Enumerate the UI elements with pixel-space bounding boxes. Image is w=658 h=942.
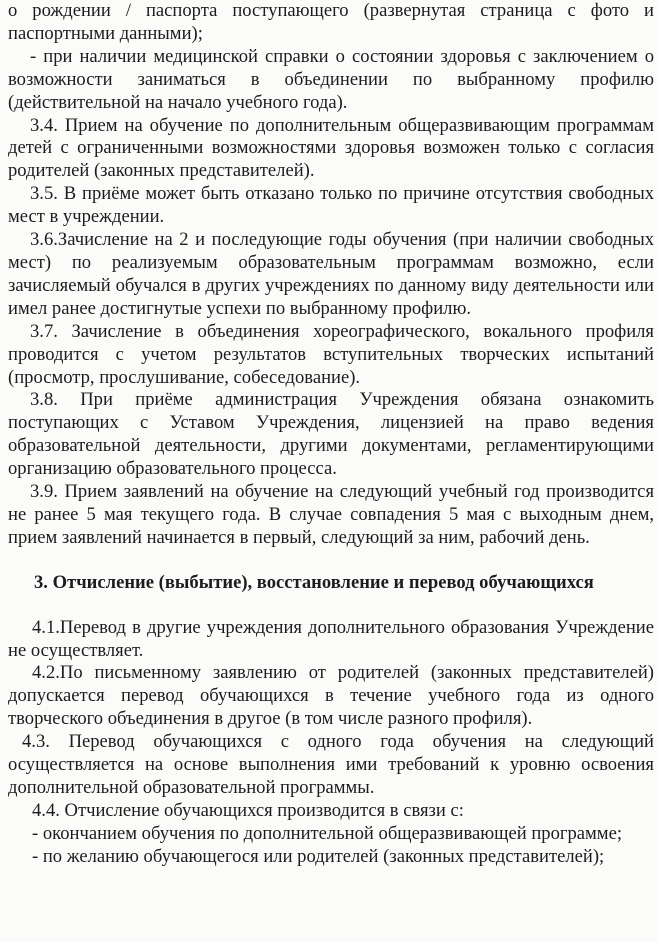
paragraph-3-6: 3.6.Зачисление на 2 и последующие годы обучения (при наличии свободных мест) по реализуемым образовательным программам возможно, если зачисляемый обучался в других учреждениях по данному виду деятельности или имел ранее достигнутые успехи по выбранному профилю. [8, 229, 654, 319]
paragraph-4-4: 4.4. Отчисление обучающихся производится в связи с: [32, 799, 464, 821]
paragraph-4-1: 4.1.Перевод в другие учреждения дополнительного образования Учреждение не осуществляет. [8, 616, 654, 661]
paragraph-3-8: 3.8. При приёме администрация Учреждения обязана ознакомить поступающих с Уставом Учреждения, лицензией на право ведения образовательной деятельности, другими документами, регламентирующими организацию образовательного процесса. [8, 389, 654, 480]
list-item-graduation: - окончанием обучения по дополнительной общеразвивающей программе; [32, 822, 622, 844]
paragraph-3-7: 3.7. Зачисление в объединения хореографического, вокального профиля проводится с учетом результатов вступительных творческих испытаний (просмотр, прослушивание, собеседование). [8, 320, 654, 388]
spacer [8, 595, 654, 617]
list-item-by-request: - по желанию обучающегося или родителей (законных представителей); [32, 845, 605, 867]
paragraph-4-2: 4.2.По письменному заявлению от родителей (законных представителей) допускается перевод обучающихся в течение учебного года из одного творческого объединения в другое (в том числе разного профиля). [8, 662, 654, 730]
paragraph-3-9: 3.9. Прием заявлений на обучение на следующий учебный год производится не ранее 5 мая текущего года. В случае совпадения 5 мая с выходным днем, прием заявлений начинается в первый, следующий за ним, рабочий день. [8, 481, 654, 548]
paragraph-medical-certificate: - при наличии медицинской справки о состоянии здоровья с заключением о возможности заниматься в объединении по выбранному профилю (действительной на начало учебного года). [8, 45, 654, 113]
paragraph-3-5: 3.5. В приёме может быть отказано только по причине отсутствия свободных мест в учреждении. [8, 183, 654, 228]
section-heading: 3. Отчисление (выбытие), восстановление и перевод обучающихся [34, 571, 594, 593]
paragraph-4-3: 4.3. Перевод обучающихся с одного года обучения на следующий осуществляется на основе выполнения ими требований к уровню освоения дополнительной образовательной программы. [8, 731, 654, 798]
paragraph-passport-continuation: о рождении / паспорта поступающего (развернутая страница с фото и паспортными данными); [8, 0, 654, 44]
spacer [8, 550, 654, 572]
paragraph-3-4: 3.4. Прием на обучение по дополнительным общеразвивающим программам детей с ограниченными возможностями здоровья возможен только с согласия родителей (законных представителей). [8, 114, 654, 182]
